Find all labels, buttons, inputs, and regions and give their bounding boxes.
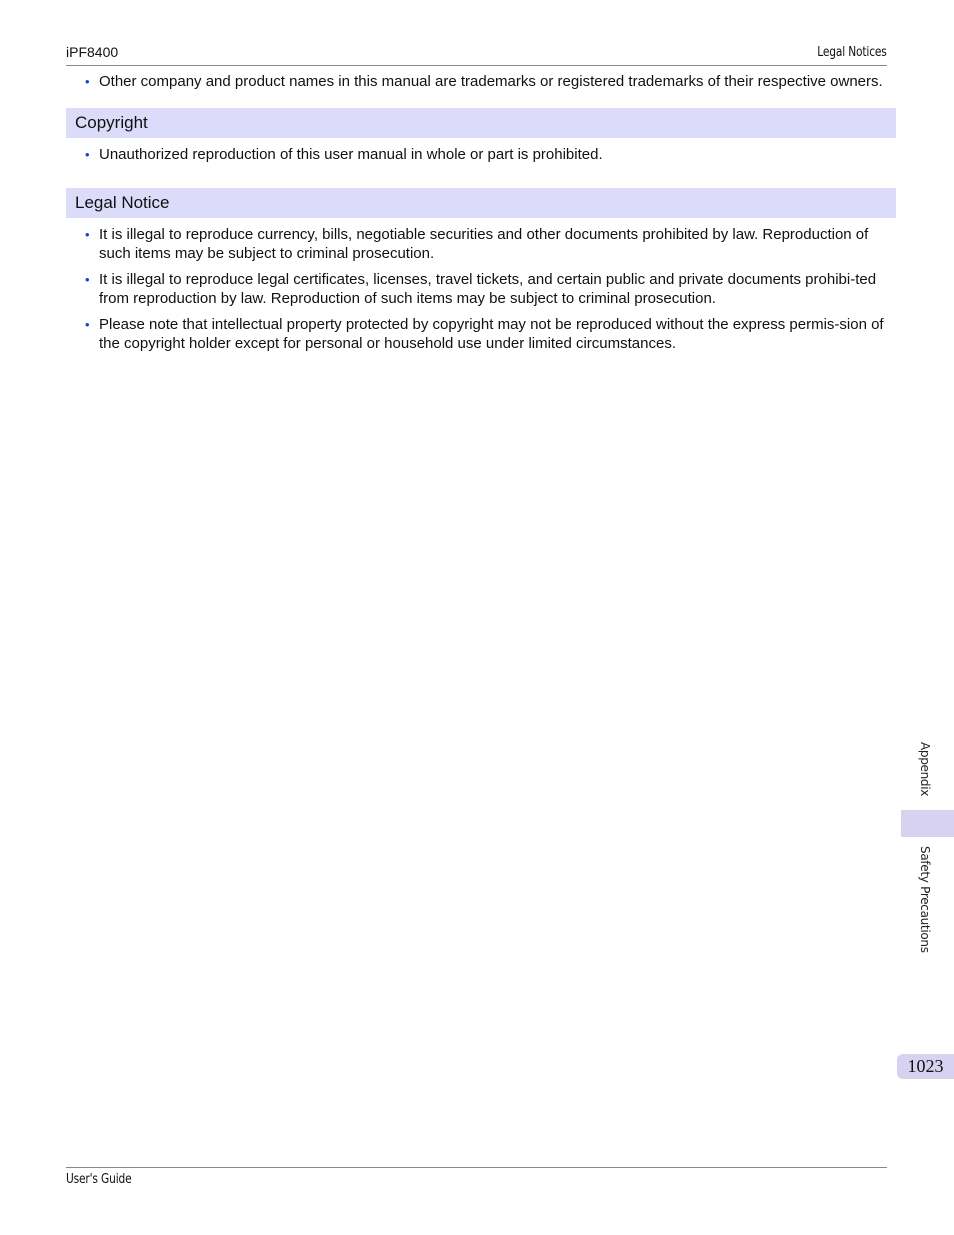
header-divider (66, 65, 887, 66)
header-chapter-title: Legal Notices (817, 45, 887, 60)
footer-guide-title: User's Guide (66, 1172, 132, 1187)
bullet-icon: • (85, 317, 90, 332)
page-content (66, 72, 896, 360)
list-item (66, 225, 896, 263)
bullet-icon: • (85, 272, 90, 287)
bullet-icon: • (85, 74, 90, 89)
page-number: 1023 (897, 1054, 954, 1079)
trademark-list (66, 72, 896, 91)
bullet-icon: • (85, 227, 90, 242)
section-heading-copyright: Copyright (66, 108, 896, 138)
section-heading-legal-notice: Legal Notice (66, 188, 896, 218)
side-tab-marker (901, 810, 954, 837)
list-item (66, 315, 896, 353)
legal-notice-list (66, 225, 896, 353)
list-item-text: Other company and product names in this manual are trademarks or registered trademarks of their respective owners. (99, 73, 883, 90)
footer-divider (66, 1167, 887, 1168)
copyright-list (66, 145, 896, 164)
list-item-text: Unauthorized reproduction of this user manual in whole or part is prohibited. (99, 146, 603, 163)
list-item-text: It is illegal to reproduce currency, bills, negotiable securities and other documents prohibited by law. Reproduction of such items may be subject to criminal prosecution. (99, 226, 869, 262)
list-item (66, 145, 896, 164)
side-tab-appendix[interactable]: Appendix (918, 742, 932, 797)
side-tab-safety-precautions[interactable]: Safety Precautions (918, 846, 932, 953)
list-item (66, 72, 896, 91)
list-item-text: It is illegal to reproduce legal certificates, licenses, travel tickets, and certain public and private documents prohibi-ted from reproduction by law. Reproduction of such items may be subject to criminal prosecution. (99, 271, 877, 307)
header-product-name: iPF8400 (66, 44, 119, 60)
list-item-text: Please note that intellectual property protected by copyright may not be reproduced without the express permis-sion of the copyright holder except for personal or household use under limited circumstances. (99, 316, 884, 352)
bullet-icon: • (85, 147, 90, 162)
list-item (66, 270, 896, 308)
